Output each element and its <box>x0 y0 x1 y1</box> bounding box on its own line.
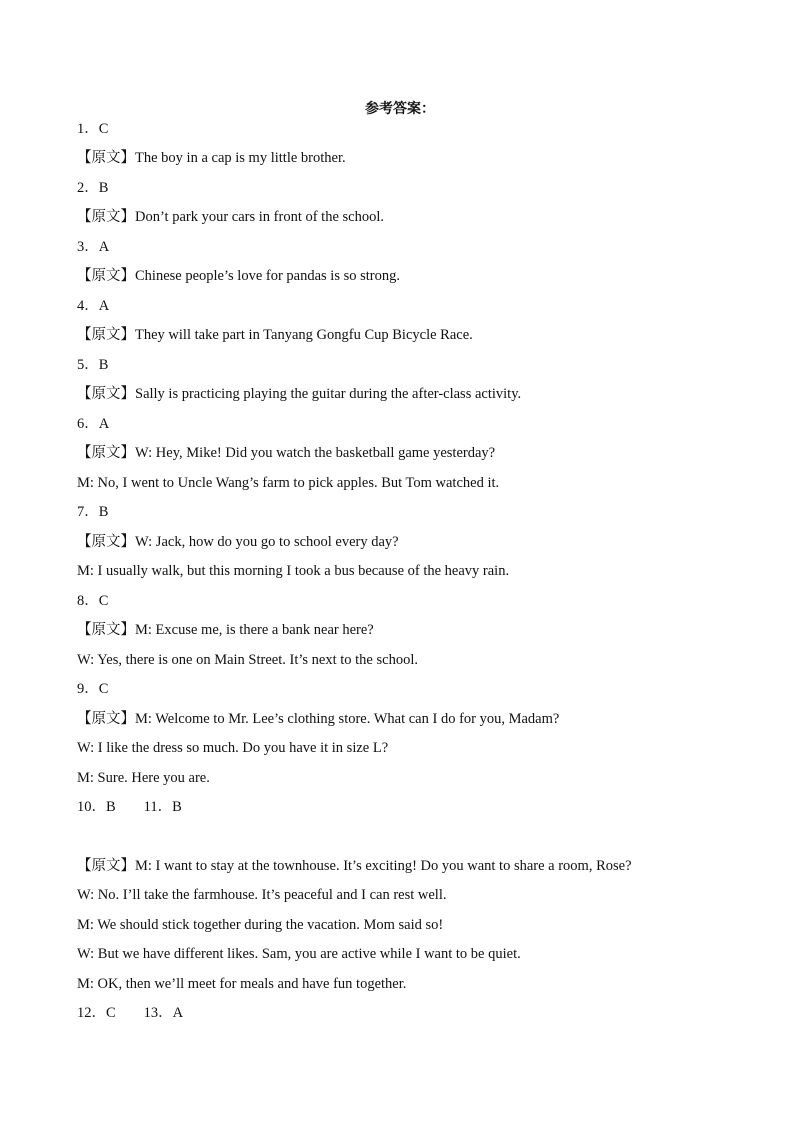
answer-13: 13．A <box>143 1005 184 1021</box>
transcript-10-11-line-3: M: We should stick together during the vacation. Mom said so! <box>77 917 444 933</box>
transcript-6-line-2: M: No, I went to Uncle Wang’s farm to pick apples. But Tom watched it. <box>77 475 500 491</box>
transcript-10-11-line-4: W: But we have different likes. Sam, you are active while I want to be quiet. <box>77 946 521 962</box>
transcript-9-line-3: M: Sure. Here you are. <box>77 770 210 786</box>
answer-2: 2．B <box>77 180 109 196</box>
answer-11: 11．B <box>143 799 182 815</box>
answer-10: 10．B <box>77 799 116 815</box>
transcript-4: 【原文】They will take part in Tanyang Gongfu Cup Bicycle Race. <box>77 327 473 343</box>
answer-12: 12．C <box>77 1005 116 1021</box>
transcript-9-line-2: W: I like the dress so much. Do you have it in size L? <box>77 740 389 756</box>
answer-9: 9．C <box>77 681 109 697</box>
transcript-10-11-line-5: M: OK, then we’ll meet for meals and have fun together. <box>77 976 407 992</box>
transcript-3: 【原文】Chinese people’s love for pandas is so strong. <box>77 268 400 284</box>
answer-4: 4．A <box>77 298 110 314</box>
answer-1: 1．C <box>77 121 109 137</box>
answer-5: 5．B <box>77 357 109 373</box>
transcript-6: 【原文】W: Hey, Mike! Did you watch the basketball game yesterday? <box>77 445 496 461</box>
answers-10-11 <box>77 798 182 816</box>
transcript-2: 【原文】Don’t park your cars in front of the school. <box>77 209 384 225</box>
transcript-10-11: 【原文】M: I want to stay at the townhouse. It’s exciting! Do you want to share a room, Rose? <box>77 858 632 874</box>
answer-8: 8．C <box>77 593 109 609</box>
answer-3: 3．A <box>77 239 110 255</box>
page-title: 参考答案： <box>365 101 435 117</box>
transcript-1: 【原文】The boy in a cap is my little brother. <box>77 150 346 166</box>
transcript-5: 【原文】Sally is practicing playing the guitar during the after-class activity. <box>77 386 522 402</box>
transcript-9: 【原文】M: Welcome to Mr. Lee’s clothing store. What can I do for you, Madam? <box>77 711 560 727</box>
answer-7: 7．B <box>77 504 109 520</box>
answer-6: 6．A <box>77 416 110 432</box>
transcript-10-11-line-2: W: No. I’ll take the farmhouse. It’s peaceful and I can rest well. <box>77 887 447 903</box>
transcript-8-line-2: W: Yes, there is one on Main Street. It’s next to the school. <box>77 652 418 668</box>
transcript-8: 【原文】M: Excuse me, is there a bank near here? <box>77 622 374 638</box>
answers-12-13 <box>77 1004 183 1022</box>
transcript-7: 【原文】W: Jack, how do you go to school every day? <box>77 534 399 550</box>
transcript-7-line-2: M: I usually walk, but this morning I took a bus because of the heavy rain. <box>77 563 510 579</box>
